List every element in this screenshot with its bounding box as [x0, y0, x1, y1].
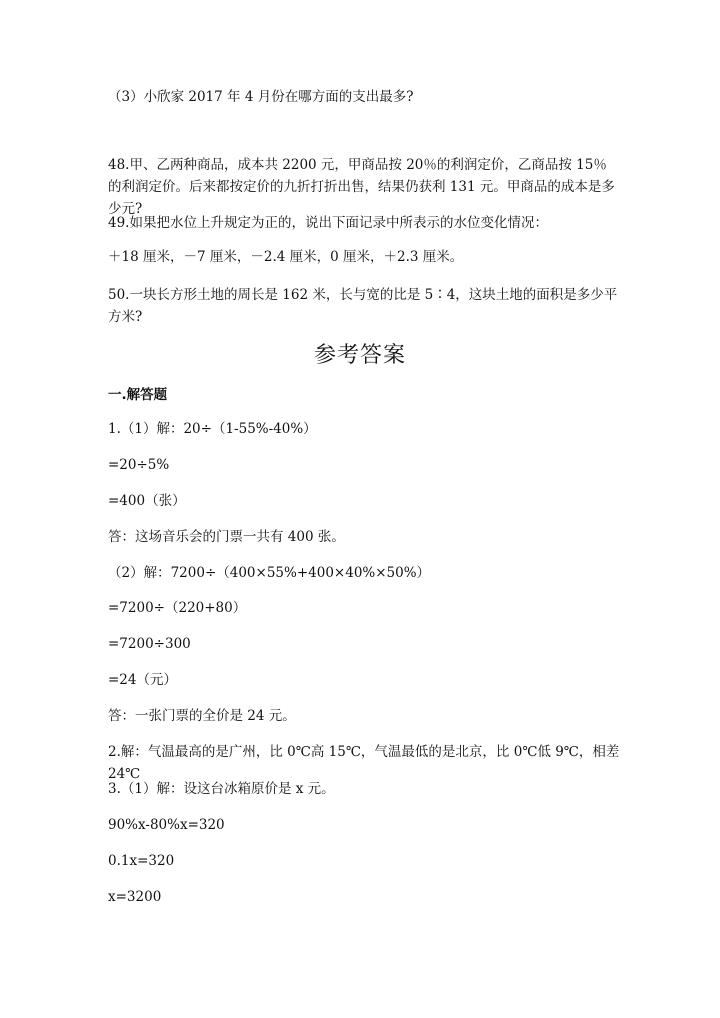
- answer-1-part-2-step-4: =24（元）: [108, 672, 177, 688]
- answer-1-step-3: =400（张）: [108, 493, 186, 509]
- section-heading: 一.解答题: [108, 387, 168, 403]
- answer-1-part-2-step-3: =7200÷300: [108, 636, 191, 652]
- question-3-subpart: （3）小欣家 2017 年 4 月份在哪方面的支出最多?: [108, 89, 414, 105]
- answer-3-step-3: 0.1x=320: [108, 853, 175, 869]
- answer-3-step-1: 3.（1）解：设这台冰箱原价是 x 元。: [108, 781, 335, 797]
- answer-2: 2.解：气温最高的是广州，比 0℃高 15℃，气温最低的是北京，比 0℃低 9℃，相差 24℃: [108, 744, 620, 782]
- answer-1-conclusion: 答：这场音乐会的门票一共有 400 张。: [108, 529, 345, 545]
- answer-3-step-2: 90%x-80%x=320: [108, 817, 225, 833]
- question-49-values: ＋18 厘米，－7 厘米，－2.4 厘米，0 厘米，＋2.3 厘米。: [108, 249, 464, 265]
- answer-key-title: 参考答案: [313, 343, 406, 368]
- answer-1-step-2: =20÷5%: [108, 457, 170, 473]
- answer-1-step-1: 1.（1）解：20÷（1-55%-40%）: [108, 421, 317, 437]
- question-50: 50.一块长方形土地的周长是 162 米，长与宽的比是 5∶4，这块土地的面积是多少平方米?: [108, 287, 618, 325]
- answer-3-step-4: x=3200: [108, 889, 162, 905]
- question-49: 49.如果把水位上升规定为正的，说出下面记录中所表示的水位变化情况：: [108, 215, 548, 231]
- question-48: 48.甲、乙两种商品，成本共 2200 元，甲商品按 20％的利润定价，乙商品按 15％的利润定价。后来都按定价的九折打折出售，结果仍获利 131 元。甲商品的成本是多少元?: [108, 157, 615, 217]
- answer-1-part-2-step-2: =7200÷（220+80）: [108, 600, 247, 616]
- answer-1-part-2: （2）解：7200÷（400×55%+400×40%×50%）: [108, 565, 431, 581]
- answer-1-part-2-conclusion: 答：一张门票的全价是 24 元。: [108, 708, 296, 724]
